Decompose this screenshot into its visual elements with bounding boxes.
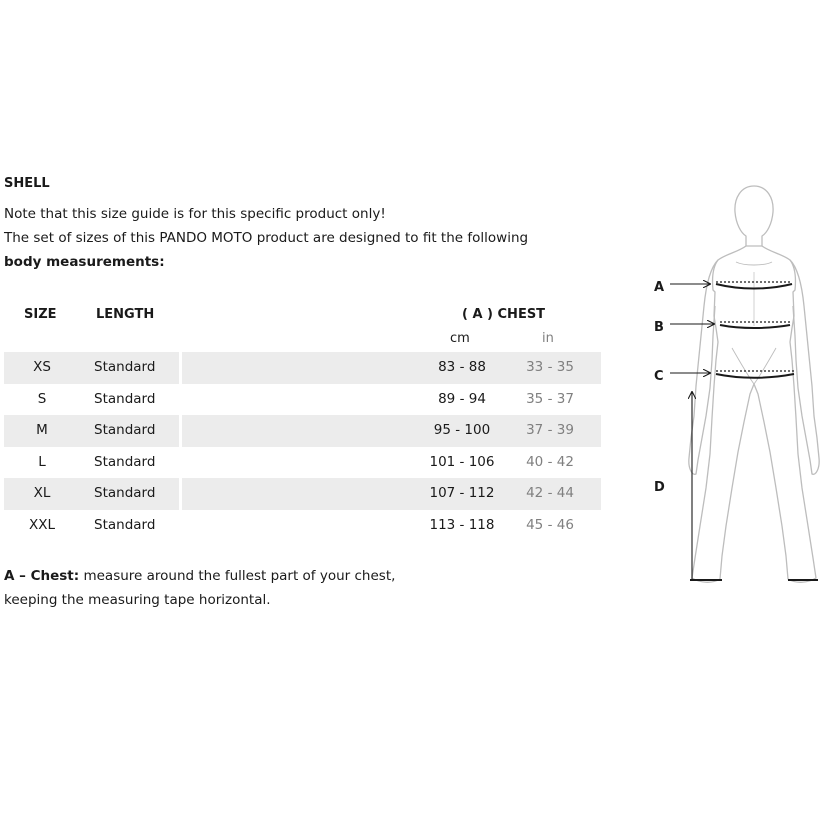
label-c: C bbox=[654, 369, 664, 384]
note-line-3: body measurements: bbox=[4, 254, 165, 270]
length-cell: Standard bbox=[94, 516, 156, 533]
body-outline bbox=[689, 186, 819, 582]
chest-cm-cell: 113 - 118 bbox=[429, 516, 495, 533]
chest-in-cell: 42 - 44 bbox=[526, 485, 574, 501]
table-row bbox=[4, 447, 601, 479]
chest-measurement-a bbox=[654, 280, 792, 295]
product-heading: SHELL bbox=[4, 176, 50, 191]
body-measurement-figure bbox=[640, 176, 830, 606]
body-figure-svg bbox=[640, 176, 830, 606]
waist-measurement-b bbox=[654, 320, 790, 335]
size-cell: L bbox=[38, 453, 46, 470]
chest-in-cell: 37 - 39 bbox=[526, 422, 574, 438]
chest-column-header: ( A ) CHEST bbox=[462, 307, 546, 322]
size-column-header: SIZE bbox=[24, 307, 57, 322]
chest-in-cell: 45 - 46 bbox=[526, 516, 574, 533]
table-row bbox=[4, 352, 601, 384]
size-cell: M bbox=[36, 422, 48, 438]
length-cell: Standard bbox=[94, 453, 156, 470]
chest-cm-cell: 101 - 106 bbox=[429, 453, 495, 470]
size-cell: S bbox=[37, 390, 47, 407]
label-a: A bbox=[654, 280, 665, 295]
size-cell: XXL bbox=[28, 516, 56, 533]
length-cell: Standard bbox=[94, 485, 156, 501]
table-row bbox=[4, 415, 601, 447]
chest-in-cell: 33 - 35 bbox=[526, 359, 574, 375]
cm-unit-header: cm bbox=[450, 331, 470, 346]
size-cell: XS bbox=[33, 359, 51, 375]
length-cell: Standard bbox=[94, 422, 156, 438]
label-d: D bbox=[654, 480, 665, 495]
length-column-header: LENGTH bbox=[96, 307, 155, 322]
inseam-measurement-d bbox=[654, 392, 818, 580]
chest-cm-cell: 107 - 112 bbox=[429, 485, 495, 501]
chest-in-cell: 35 - 37 bbox=[526, 390, 574, 407]
hip-measurement-c bbox=[654, 369, 794, 384]
label-b: B bbox=[654, 320, 664, 335]
length-cell: Standard bbox=[94, 359, 156, 375]
size-guide-note bbox=[4, 202, 584, 274]
table-row bbox=[4, 384, 601, 416]
chest-description-line-2: keeping the measuring tape horizontal. bbox=[4, 592, 271, 608]
chest-cm-cell: 89 - 94 bbox=[438, 390, 486, 407]
note-line-2: The set of sizes of this PANDO MOTO product are designed to fit the following bbox=[4, 230, 529, 246]
length-cell: Standard bbox=[94, 390, 156, 407]
note-line-1: Note that this size guide is for this specific product only! bbox=[4, 206, 386, 222]
inch-unit-header: in bbox=[542, 331, 554, 346]
table-row bbox=[4, 478, 601, 510]
chest-measurement-note bbox=[4, 564, 604, 612]
chest-description-line-1: measure around the fullest part of your chest, bbox=[79, 568, 396, 584]
chest-cm-cell: 95 - 100 bbox=[433, 422, 491, 438]
size-cell: XL bbox=[33, 485, 51, 501]
chest-term: A – Chest: bbox=[4, 568, 80, 584]
table-row bbox=[4, 510, 601, 542]
chest-cm-cell: 83 - 88 bbox=[438, 359, 486, 375]
chest-in-cell: 40 - 42 bbox=[526, 453, 574, 470]
size-table bbox=[4, 352, 601, 541]
